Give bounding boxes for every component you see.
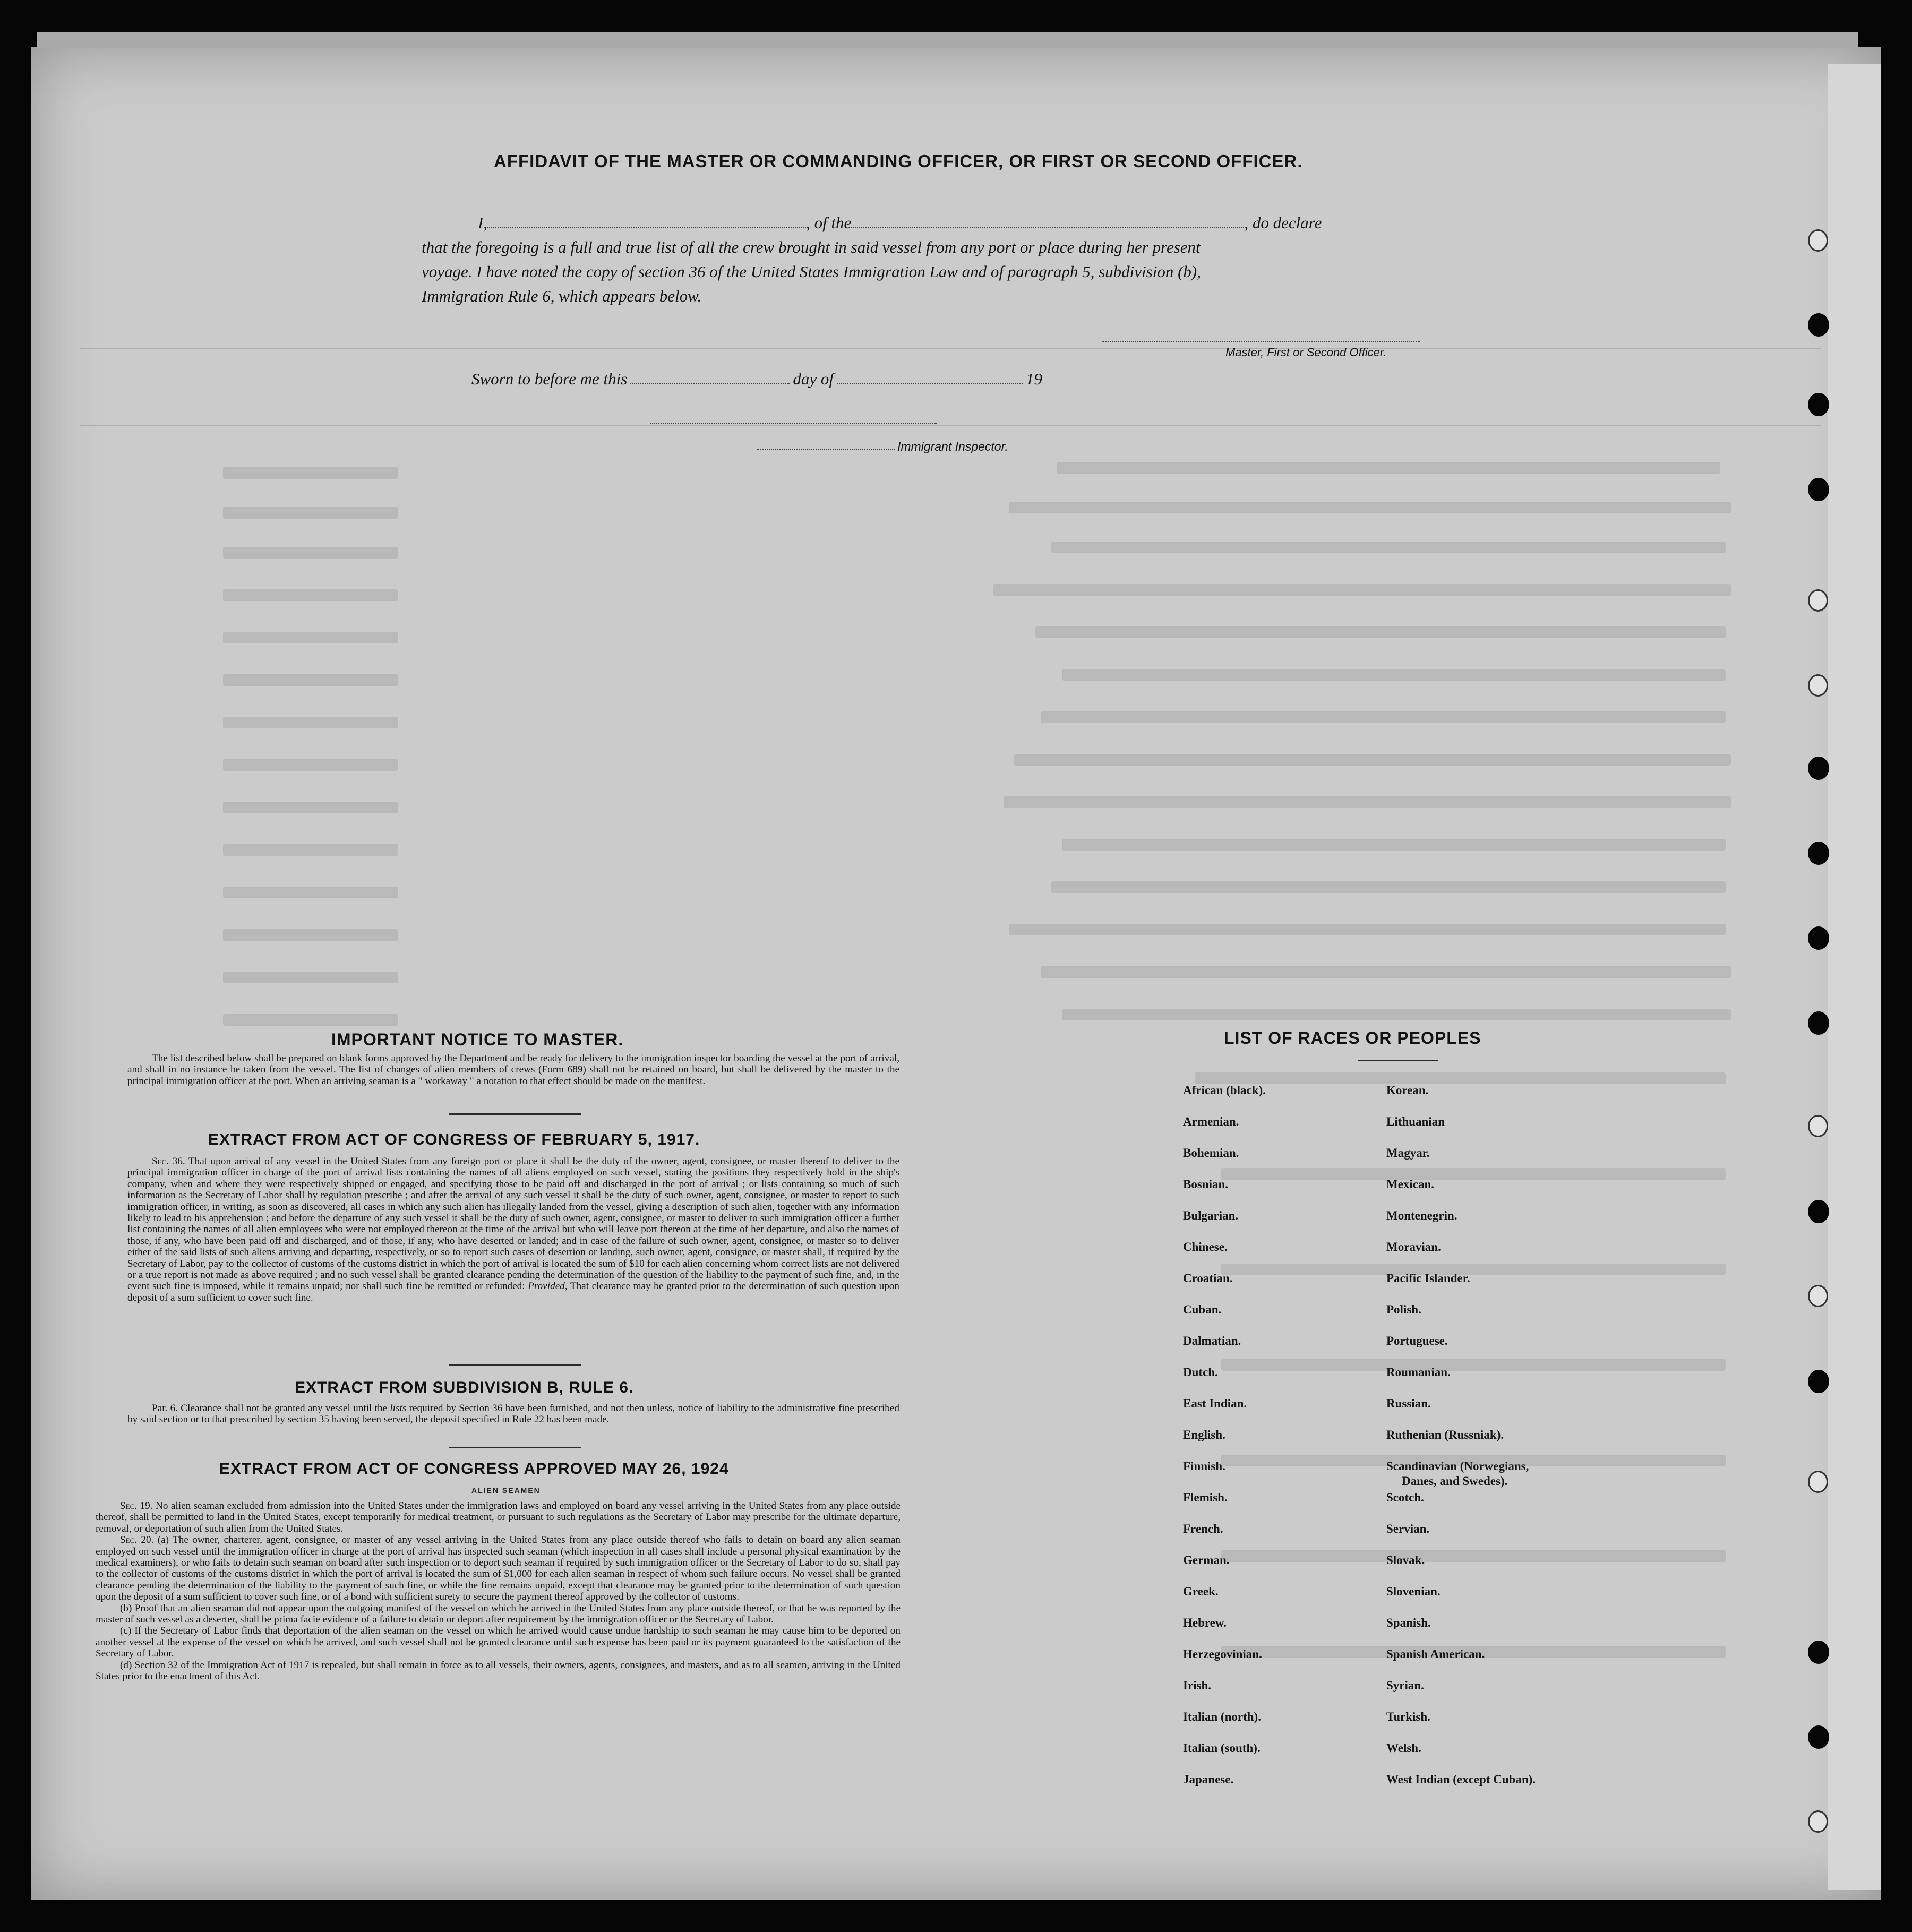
inspector-label: Immigrant Inspector. bbox=[897, 440, 1008, 453]
race-entry: Ruthenian (Russniak). bbox=[1386, 1428, 1504, 1441]
affidavit-line-1-mid: , of the bbox=[806, 213, 852, 232]
vessel-name-blank bbox=[851, 227, 1244, 228]
race-entry: West Indian (except Cuban). bbox=[1386, 1773, 1536, 1786]
race-entry: Croatian. bbox=[1183, 1272, 1233, 1285]
section-19-text: No alien seaman excluded from admission into the United States under the immigration laws and employed on board any vessel arriving in the United States from any place outside thereof, shall be permitted to land in the United States, except temporarily for medical treatment, or pursuant to such regulations as the Secretary of Labor may prescribe for the ultimate departure, removal, or deportation of such alien from the United States. bbox=[96, 1500, 901, 1534]
section-20a-text: (a) The owner, charterer, agent, consignee, or master of any vessel arriving in the United States from any place outside thereof who fails to detain on board any alien seaman employed on such vessel until the immigration officer in charge at the port of arrival has inspected such seaman (which inspection in all cases shall include a personal physical examination by the medical examiners), or who fails to detain such seaman on board after such inspection or to deport such seaman if required by such immigration officer or the Secretary of Labor to do so, shall pay to the collector of customs of the customs district in which the port of arrival is located the sum of $1,000 for each alien seaman in respect of whom such failure occurs. No vessel shall be granted clearance pending the determination of the liability to the payment of such fine, or while the fine remains unpaid, except that clearance may be granted prior to the determination of such question upon the deposit of a sum sufficient to cover such fine, or of a bond with sufficient surety to secure the payment thereof approved by the collector of customs. bbox=[96, 1534, 901, 1603]
sworn-day-blank bbox=[630, 383, 790, 384]
race-entry: East Indian. bbox=[1183, 1397, 1247, 1410]
section-20b-text: (b) Proof that an alien seaman did not appear upon the outgoing manifest of the vessel on which he arrived in the United States from any place outside thereof, or that he was reported by the master of such vessel as a deserter, shall be prima facie evidence of a failure to detain or deport after requirement by the immigration officer or the Secretary of Labor. bbox=[96, 1602, 901, 1626]
sworn-mid: day of bbox=[793, 370, 834, 388]
affidavit-line-1 bbox=[478, 213, 1322, 233]
race-entry: Japanese. bbox=[1183, 1773, 1234, 1786]
master-signature-label: Master, First or Second Officer. bbox=[1225, 346, 1387, 359]
sworn-month-blank bbox=[837, 383, 1023, 384]
binder-hole-icon bbox=[1808, 313, 1829, 337]
section-36-text-end: That clearance may be granted prior to the determination of such question upon deposit of a sum sufficient to cover such fine. bbox=[127, 1281, 899, 1303]
race-entry: Spanish. bbox=[1386, 1616, 1431, 1629]
race-entry: Korean. bbox=[1386, 1084, 1429, 1097]
race-entry: Greek. bbox=[1183, 1585, 1219, 1598]
race-entry: Welsh. bbox=[1386, 1741, 1421, 1755]
race-entry: Dutch. bbox=[1183, 1366, 1218, 1379]
binder-hole-icon bbox=[1808, 1725, 1829, 1749]
extract-1917-title: EXTRACT FROM ACT OF CONGRESS OF FEBRUARY 5, 1917. bbox=[208, 1131, 700, 1148]
race-entry: Chinese. bbox=[1183, 1240, 1228, 1253]
race-entry: Spanish American. bbox=[1386, 1647, 1485, 1661]
binder-hole-icon bbox=[1808, 674, 1828, 697]
section-36-label: Sec. 36. bbox=[152, 1156, 185, 1167]
binder-hole-icon bbox=[1808, 393, 1829, 416]
rule6-text-start: Par. 6. Clearance shall not be granted any vessel until the bbox=[152, 1403, 388, 1414]
binder-hole-icon bbox=[1808, 1011, 1829, 1035]
binding-strip bbox=[37, 32, 1858, 48]
race-entry: English. bbox=[1183, 1428, 1225, 1441]
section-20-label: Sec. 20. bbox=[120, 1534, 154, 1546]
race-entry: Bohemian. bbox=[1183, 1146, 1239, 1160]
race-entry: Pacific Islander. bbox=[1386, 1272, 1470, 1285]
extract-1924-text bbox=[96, 1500, 901, 1682]
affidavit-line-4: Immigration Rule 6, which appears below. bbox=[422, 287, 702, 305]
race-entry: Moravian. bbox=[1386, 1240, 1441, 1253]
affidavit-title: AFFIDAVIT OF THE MASTER OR COMMANDING OFFICER, OR FIRST OR SECOND OFFICER. bbox=[494, 151, 1303, 171]
inspector-signature-line bbox=[650, 423, 937, 424]
binder-hole-icon bbox=[1808, 1370, 1829, 1393]
race-entry: Lithuanian bbox=[1386, 1115, 1445, 1128]
race-entry: German. bbox=[1183, 1553, 1230, 1567]
section-20d-text: (d) Section 32 of the Immigration Act of 1917 is repealed, but shall remain in force as to all vessels, their owners, agents, consignees, and masters, and as to all seamen, arriving in the United States prior to the enactment of this Act. bbox=[96, 1659, 901, 1682]
affidavit-line-3: voyage. I have noted the copy of section 36 of the United States Immigration Law and of paragraph 5, subdivision (b), bbox=[422, 262, 1201, 281]
race-entry: Dalmatian. bbox=[1183, 1334, 1241, 1347]
binder-hole-icon bbox=[1808, 926, 1829, 950]
extract-1924-title: EXTRACT FROM ACT OF CONGRESS APPROVED MAY 26, 1924 bbox=[219, 1460, 729, 1478]
race-entry: Bosnian. bbox=[1183, 1178, 1229, 1191]
section-divider bbox=[449, 1364, 581, 1366]
race-entry: Polish. bbox=[1386, 1303, 1421, 1316]
alien-seamen-subtitle: ALIEN SEAMEN bbox=[471, 1486, 541, 1495]
race-entry: Bulgarian. bbox=[1183, 1209, 1239, 1222]
section-19-label: Sec. 19. bbox=[120, 1500, 153, 1512]
race-entry: Herzegovinian. bbox=[1183, 1647, 1262, 1661]
race-entry: Montenegrin. bbox=[1386, 1209, 1457, 1222]
binder-hole-icon bbox=[1808, 1200, 1829, 1223]
race-entry: Servian. bbox=[1386, 1522, 1430, 1535]
race-entry: Scotch. bbox=[1386, 1491, 1424, 1504]
races-divider bbox=[1358, 1060, 1438, 1061]
affidavit-line-2: that the foregoing is a full and true list of all the crew brought in said vessel from any port or place during her present bbox=[422, 238, 1201, 256]
binder-hole-icon bbox=[1808, 757, 1829, 780]
officer-name-blank bbox=[487, 227, 806, 228]
race-entry: Syrian. bbox=[1386, 1679, 1424, 1692]
sworn-start: Sworn to before me this bbox=[471, 370, 628, 388]
inspector-name-blank bbox=[757, 449, 895, 450]
race-entry: Finnish. bbox=[1183, 1459, 1225, 1473]
binder-hole-icon bbox=[1808, 1471, 1828, 1493]
section-36-proviso: Provided, bbox=[528, 1281, 568, 1292]
rule6-lists-word: lists bbox=[390, 1403, 407, 1414]
race-entry: Armenian. bbox=[1183, 1115, 1239, 1128]
notice-paragraph: The list described below shall be prepared on blank forms approved by the Department and be ready for delivery to the immigration inspector boarding the vessel at the port of arrival, and shall in no instance be taken from the vessel. The list of changes of alien members of crews (Form 689) shall not be retained on board, but shall be delivered by the master to the principal immigration officer at the port. When an arriving seaman is a " workaway " a notation to that effect should be made on the manifest. bbox=[127, 1053, 899, 1087]
section-divider bbox=[449, 1113, 581, 1115]
race-entry: Danes, and Swedes). bbox=[1402, 1474, 1508, 1488]
binder-hole-icon bbox=[1808, 842, 1829, 865]
notice-text bbox=[127, 1053, 899, 1087]
binder-hole-icon bbox=[1808, 1115, 1828, 1137]
race-entry: Slovenian. bbox=[1386, 1585, 1441, 1598]
race-entry: Turkish. bbox=[1386, 1710, 1430, 1723]
binder-hole-icon bbox=[1808, 1641, 1829, 1664]
affidavit-line-1-end: , do declare bbox=[1244, 213, 1322, 232]
race-entry: Irish. bbox=[1183, 1679, 1212, 1692]
race-entry: Scandinavian (Norwegians, bbox=[1386, 1459, 1529, 1473]
notice-title: IMPORTANT NOTICE TO MASTER. bbox=[331, 1030, 624, 1049]
extract-rule6-text bbox=[127, 1403, 899, 1426]
race-entry: Roumanian. bbox=[1386, 1366, 1451, 1379]
binder-hole-icon bbox=[1808, 229, 1828, 252]
race-entry: Slovak. bbox=[1386, 1553, 1425, 1567]
extract-1917-text bbox=[127, 1156, 899, 1303]
race-entry: African (black). bbox=[1183, 1084, 1266, 1097]
race-entry: Magyar. bbox=[1386, 1146, 1430, 1160]
race-entry: Cuban. bbox=[1183, 1303, 1222, 1316]
race-entry: French. bbox=[1183, 1522, 1223, 1535]
race-entry: Portuguese. bbox=[1386, 1334, 1448, 1347]
section-20c-text: (c) If the Secretary of Labor finds that deportation of the alien seaman on the vessel on which he arrived would cause undue hardship to such seaman he may cause him to be deported on another vessel at the expense of the vessel on which he arrived, and such vessel shall not be granted clearance until such expense has been paid or its payment guaranteed to the satisfaction of the Secretary of Labor. bbox=[96, 1625, 901, 1660]
race-entry: Flemish. bbox=[1183, 1491, 1228, 1504]
race-entry: Italian (north). bbox=[1183, 1710, 1261, 1723]
binder-hole-icon bbox=[1808, 478, 1829, 501]
section-36-text: That upon arrival of any vessel in the United States from any foreign port or place it shall be the duty of the owner, agent, consignee, or master thereof to deliver to the principal immigration officer in charge of the port of arrival lists containing the names of all aliens employed on such vessel, stating the positions they respectively hold in the ship's company, when and where they were respectively shipped or engaged, and specifying those to be paid off and discharged in the port of arrival ; or lists containing so much of such information as the Secretary of Labor shall by regulation prescribe ; and after the arrival of any such vessel it shall be the duty of such owner, agent, consignee, or master to report to such immigration officer, in writing, as soon as discovered, all cases in which any such alien has illegally landed from the vessel, giving a description of such alien, together with any information likely to lead to his apprehension ; and before the departure of any such vessel it shall be the duty of such owner, agent, consignee, or master to deliver to such immigration officer a further list containing the names of all alien employees who were not employed thereon at the time of the arrival but who will leave port thereon at the time of her departure, and also the names of those, if any, who have been paid off and discharged, and of those, if any, who have deserted or landed; and in case of the failure of such owner, agent, consignee, or master so to deliver either of the said lists of such aliens arriving and departing, respectively, or so to report such cases of desertion or landing, such owner, agent, consignee, or master shall, if required by the Secretary of Labor, pay to the collector of customs of the customs district in which the port of arrival is located the sum of $10 for each alien concerning whom correct lists are not delivered or a true report is not made as above required ; and no such vessel shall be granted clearance pending the determination of the question of the liability to the payment of such fine, and, in the event such fine is imposed, while it remains unpaid; nor shall such fine be remitted or refunded: bbox=[127, 1156, 899, 1292]
race-entry: Hebrew. bbox=[1183, 1616, 1227, 1629]
sworn-line bbox=[471, 370, 1042, 389]
sworn-year: 19 bbox=[1025, 370, 1042, 388]
race-entry: Italian (south). bbox=[1183, 1741, 1261, 1755]
rule6-text-end: required by Section 36 have been furnished, and not then unless, notice of liability to the administrative fine prescribed by said section or to that prescribed by section 35 having been served, the deposit specified in Rule 22 has been made. bbox=[127, 1403, 900, 1426]
page-edge bbox=[1828, 64, 1881, 1890]
binder-hole-icon bbox=[1808, 1810, 1828, 1833]
binder-hole-icon bbox=[1808, 1285, 1828, 1307]
section-divider bbox=[449, 1447, 581, 1448]
binder-hole-icon bbox=[1808, 589, 1828, 612]
master-signature-line bbox=[1102, 341, 1420, 342]
race-entry: Mexican. bbox=[1386, 1178, 1435, 1191]
extract-rule6-title: EXTRACT FROM SUBDIVISION B, RULE 6. bbox=[295, 1379, 634, 1396]
race-entry: Russian. bbox=[1386, 1397, 1431, 1410]
races-title: LIST OF RACES OR PEOPLES bbox=[1224, 1028, 1481, 1047]
affidavit-line-1-start: I, bbox=[478, 213, 488, 232]
